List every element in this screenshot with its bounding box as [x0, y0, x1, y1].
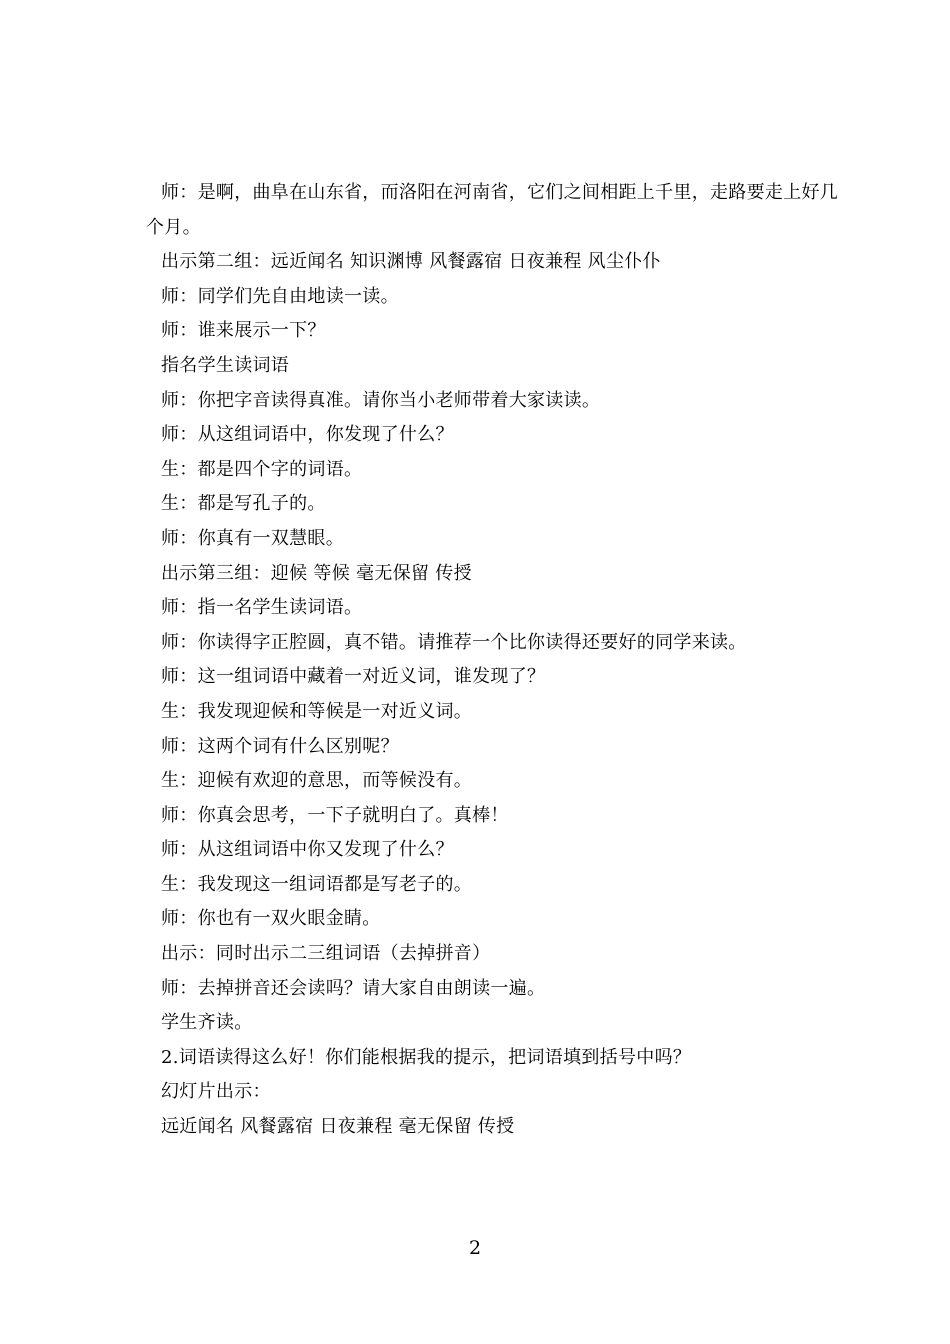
page-number: 2 — [468, 1237, 482, 1259]
text-line: 师：谁来展示一下？ — [161, 320, 326, 342]
text-line: 出示第三组：迎候 等候 毫无保留 传授 — [161, 562, 472, 584]
body-text — [146, 176, 846, 1145]
text-line: 师：你也有一双火眼金睛。 — [161, 908, 381, 930]
text-line: 生：都是写孔子的。 — [161, 493, 326, 515]
text-line: 师：你真有一双慧眼。 — [161, 527, 344, 549]
text-line: 师：这两个词有什么区别呢？ — [161, 735, 399, 757]
text-line: 师：你把字音读得真准。请你当小老师带着大家读读。 — [161, 389, 601, 411]
text-line: 师：指一名学生读词语。 — [161, 597, 363, 619]
text-line: 远近闻名 风餐露宿 日夜兼程 毫无保留 传授 — [161, 1116, 515, 1138]
text-line: 生：迎候有欢迎的意思，而等候没有。 — [161, 770, 473, 792]
text-line: 师：去掉拼音还会读吗？请大家自由朗读一遍。 — [161, 977, 546, 999]
text-line: 个月。 — [146, 216, 201, 238]
paragraph-intro — [146, 176, 846, 245]
text-line: 师：同学们先自由地读一读。 — [161, 285, 399, 307]
text-line: 师：这一组词语中藏着一对近义词，谁发现了？ — [161, 666, 546, 688]
text-line: 出示第二组：远近闻名 知识渊博 风餐露宿 日夜兼程 风尘仆仆 — [161, 251, 661, 273]
text-line: 指名学生读词语 — [161, 354, 290, 376]
text-line: 出示：同时出示二三组词语（去掉拼音） — [161, 943, 491, 965]
text-line: 师：是啊，曲阜在山东省，而洛阳在河南省，它们之间相距上千里，走路要走上好几 — [161, 182, 839, 203]
text-line: 师：从这组词语中，你发现了什么？ — [161, 424, 454, 446]
text-line: 幻灯片出示： — [161, 1081, 271, 1103]
text-line: 2.词语读得这么好！你们能根据我的提示，把词语填到括号中吗？ — [161, 1046, 692, 1068]
text-line: 师：从这组词语中你又发现了什么？ — [161, 839, 454, 861]
text-line: 生：我发现迎候和等候是一对近义词。 — [161, 700, 473, 722]
text-line: 生：都是四个字的词语。 — [161, 458, 363, 480]
text-line: 师：你真会思考，一下子就明白了。真棒！ — [161, 804, 509, 826]
text-line: 学生齐读。 — [161, 1012, 253, 1034]
text-line: 师：你读得字正腔圆，真不错。请推荐一个比你读得还要好的同学来读。 — [161, 631, 747, 653]
text-line: 生：我发现这一组词语都是写老子的。 — [161, 873, 473, 895]
